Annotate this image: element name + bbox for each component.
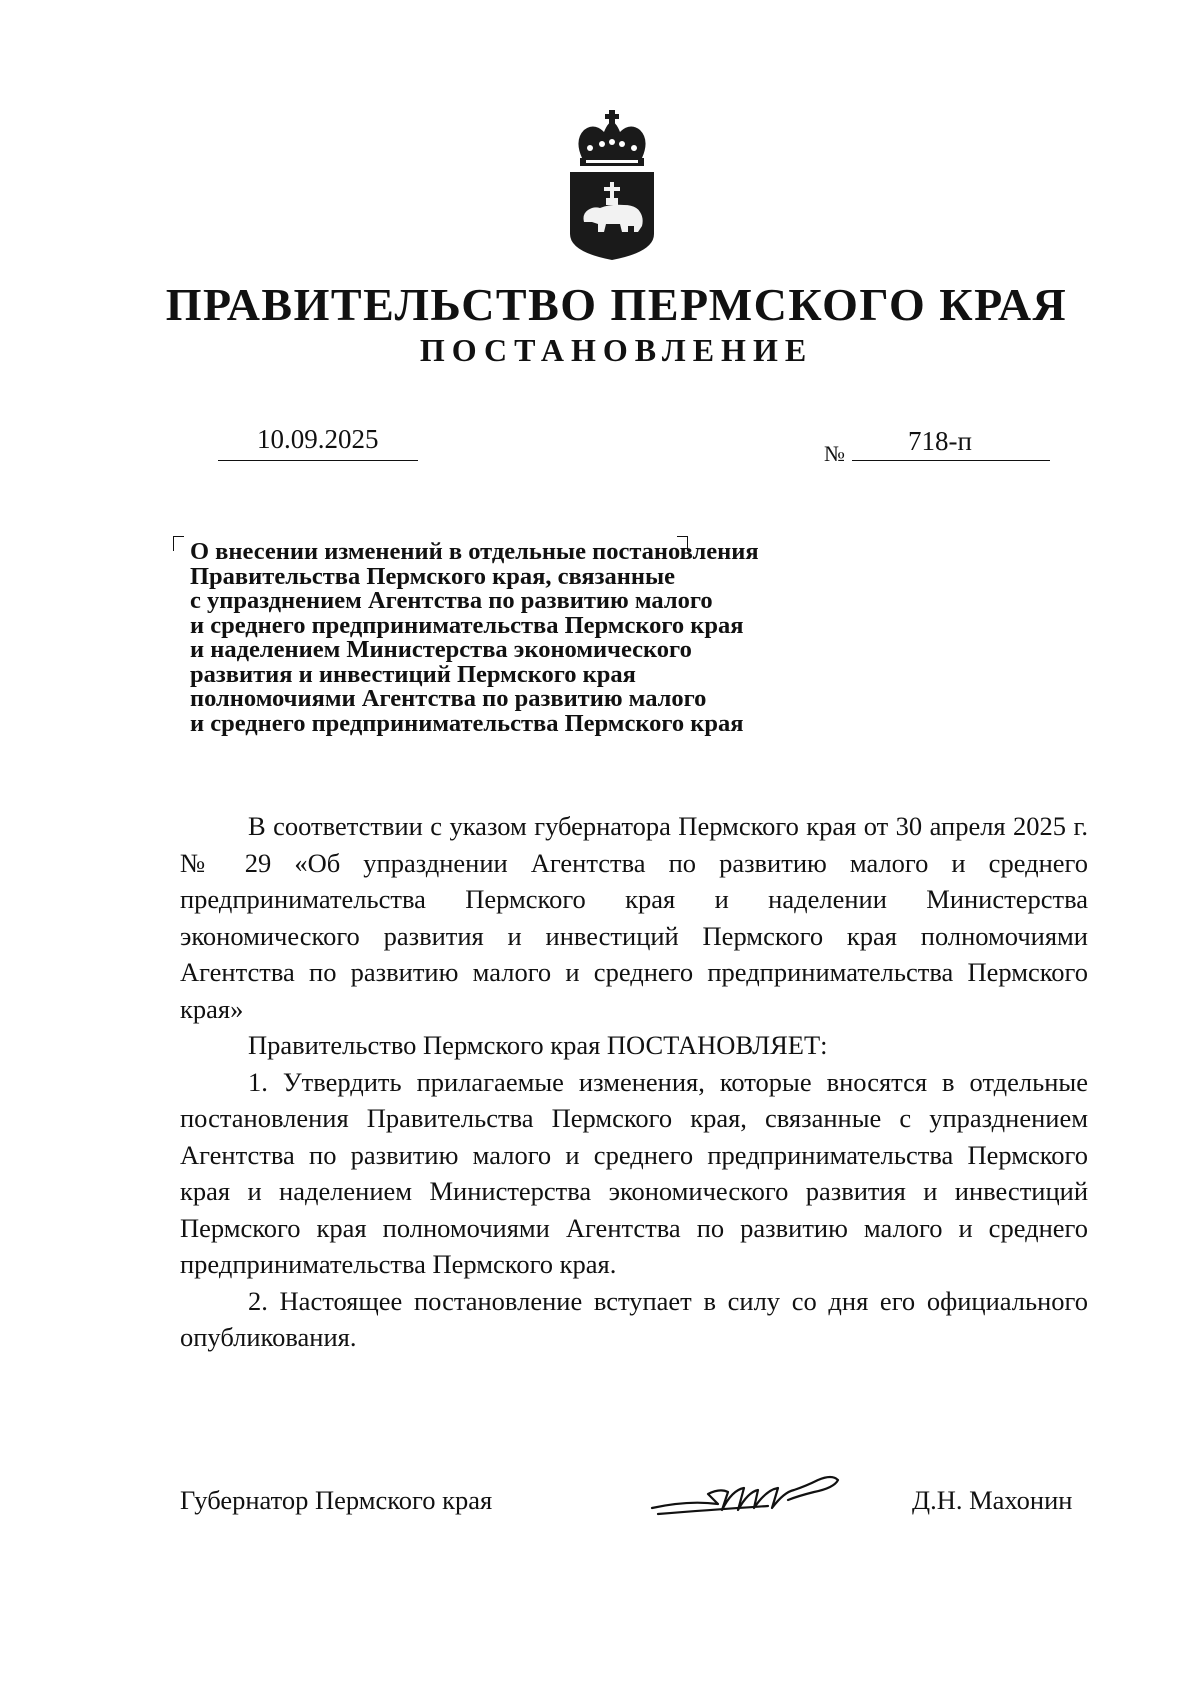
signatory-name: Д.Н. Махонин [912,1485,1073,1515]
subject-line: с упразднением Агентства по развитию малого [190,587,713,614]
body-paragraph: Правительство Пермского края ПОСТАНОВЛЯЕТ: [248,1030,828,1060]
document-date: 10.09.2025 [257,424,379,454]
body-paragraph: 2. Настоящее постановление вступает в силу со дня его официального опубликования. [180,1285,1088,1352]
organization-title: ПРАВИТЕЛЬСТВО ПЕРМСКОГО КРАЯ [165,279,1068,330]
number-underline [852,460,1050,461]
subject-line: развития и инвестиций Пермского края [190,660,636,688]
document-subject [190,540,890,736]
subject-line: О внесении изменений в отдельные постановления [190,538,759,565]
coat-of-arms-icon [566,110,658,260]
date-underline [218,460,418,461]
document-body [180,808,1088,1356]
body-paragraph: В соответствии с указом губернатора Пермского края от 30 апреля 2025 г. № 29 «Об упразднении Агентства по развитию малого и среднего предпринимательства Пермского края и наделении Министерства экономического развития и инвестиций Пермского края полномочиями Агентства по развитию малого и среднего предпринимательства Пермского края» [180,811,1088,1024]
body-paragraph: 1. Утвердить прилагаемые изменения, которые вносятся в отдельные постановления Правительства Пермского края, связанные с упразднением Агентства по развитию малого и среднего предпринимательства Пермского края и наделением Министерства экономического развития и инвестиций Пермского края полномочиями Агентства по развитию малого и среднего предпринимательства Пермского края. [180,1066,1088,1279]
subject-line: и наделением Министерства экономического [190,636,692,663]
handwritten-signature-icon [648,1470,844,1522]
subject-line: и среднего предпринимательства Пермского края [190,611,744,639]
subject-line: Правительства Пермского края, связанные [190,562,675,590]
number-sign: № [824,441,845,466]
signatory-position: Губернатор Пермского края [180,1485,493,1515]
document-number: 718-п [908,426,972,456]
crown-icon [578,110,645,166]
document-type: ПОСТАНОВЛЕНИЕ [419,332,814,368]
subject-bracket-left [173,536,184,551]
subject-line: и среднего предпринимательства Пермского края [190,709,744,737]
subject-line: полномочиями Агентства по развитию малого [190,685,707,712]
